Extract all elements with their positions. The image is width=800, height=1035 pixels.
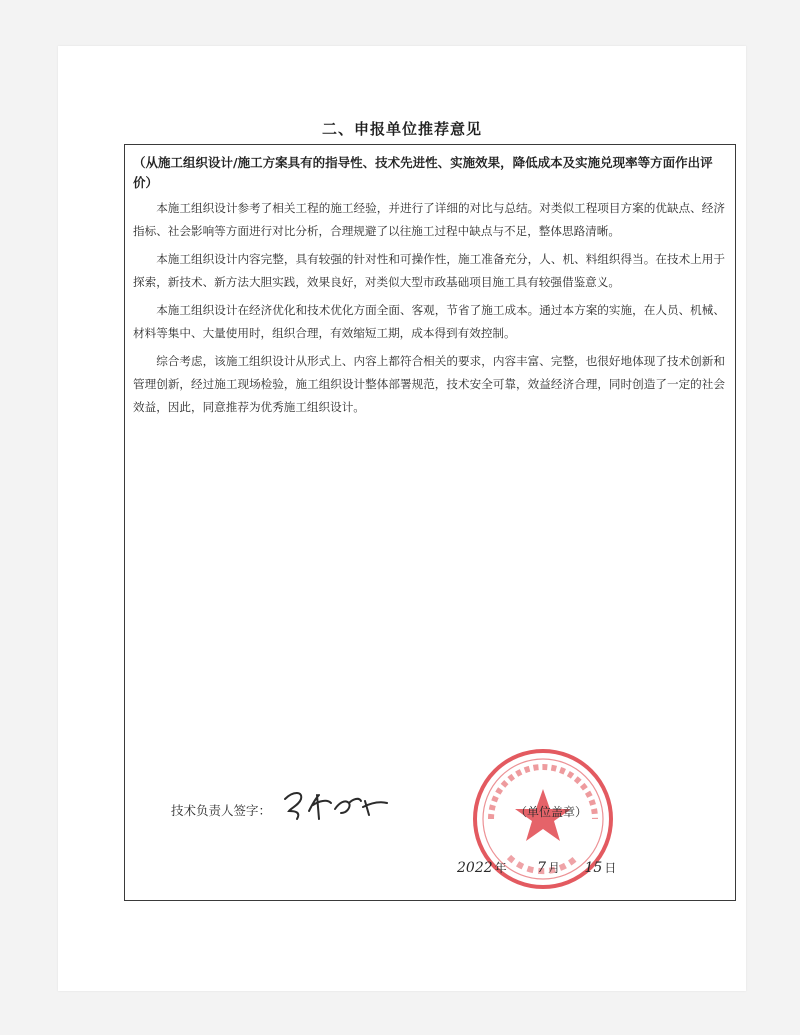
date-day-unit: 日 [604, 861, 617, 875]
date-day: 15 [584, 860, 603, 876]
signing-date [457, 859, 616, 876]
date-year-unit: 年 [494, 861, 507, 875]
paragraph-3: 本施工组织设计在经济优化和技术优化方面全面、客观，节省了施工成本。通过本方案的实施，在人员、机械、材料等集中、大量使用时，组织合理，有效缩短工期，成本得到有效控制。 [133, 303, 725, 340]
section-title: 二、申报单位推荐意见 [321, 120, 482, 138]
lead-instruction: （从施工组织设计/施工方案具有的指导性、技术先进性、实施效果，降低成本及实施兑现率等方面作出评价） [133, 155, 713, 190]
signature-label: 技术负责人签字： [171, 803, 272, 818]
stamp-label: （单位盖章） [515, 805, 588, 819]
date-month-unit: 月 [548, 861, 561, 875]
handwritten-signature [279, 781, 399, 825]
paragraph-2: 本施工组织设计内容完整，具有较强的针对性和可操作性，施工准备充分，人、机、料组织得当。在技术上用于探索，新技术、新方法大胆实践，效果良好，对类似大型市政基础项目施工具有较强借鉴意义。 [133, 252, 725, 289]
document-page [58, 46, 746, 991]
opinion-box [124, 144, 736, 901]
date-year: 2022 [457, 860, 493, 876]
paragraph-1: 本施工组织设计参考了相关工程的施工经验，并进行了详细的对比与总结。对类似工程项目方案的优缺点、经济指标、社会影响等方面进行对比分析，合理规避了以往施工过程中缺点与不足，整体思路清晰。 [133, 201, 725, 238]
paragraph-4: 综合考虑，该施工组织设计从形式上、内容上都符合相关的要求，内容丰富、完整，也很好地体现了技术创新和管理创新，经过施工现场检验，施工组织设计整体部署规范，技术安全可靠，效益经济合理，同时创造了一定的社会效益，因此，同意推荐为优秀施工组织设计。 [133, 354, 725, 414]
date-month: 7 [537, 860, 547, 876]
